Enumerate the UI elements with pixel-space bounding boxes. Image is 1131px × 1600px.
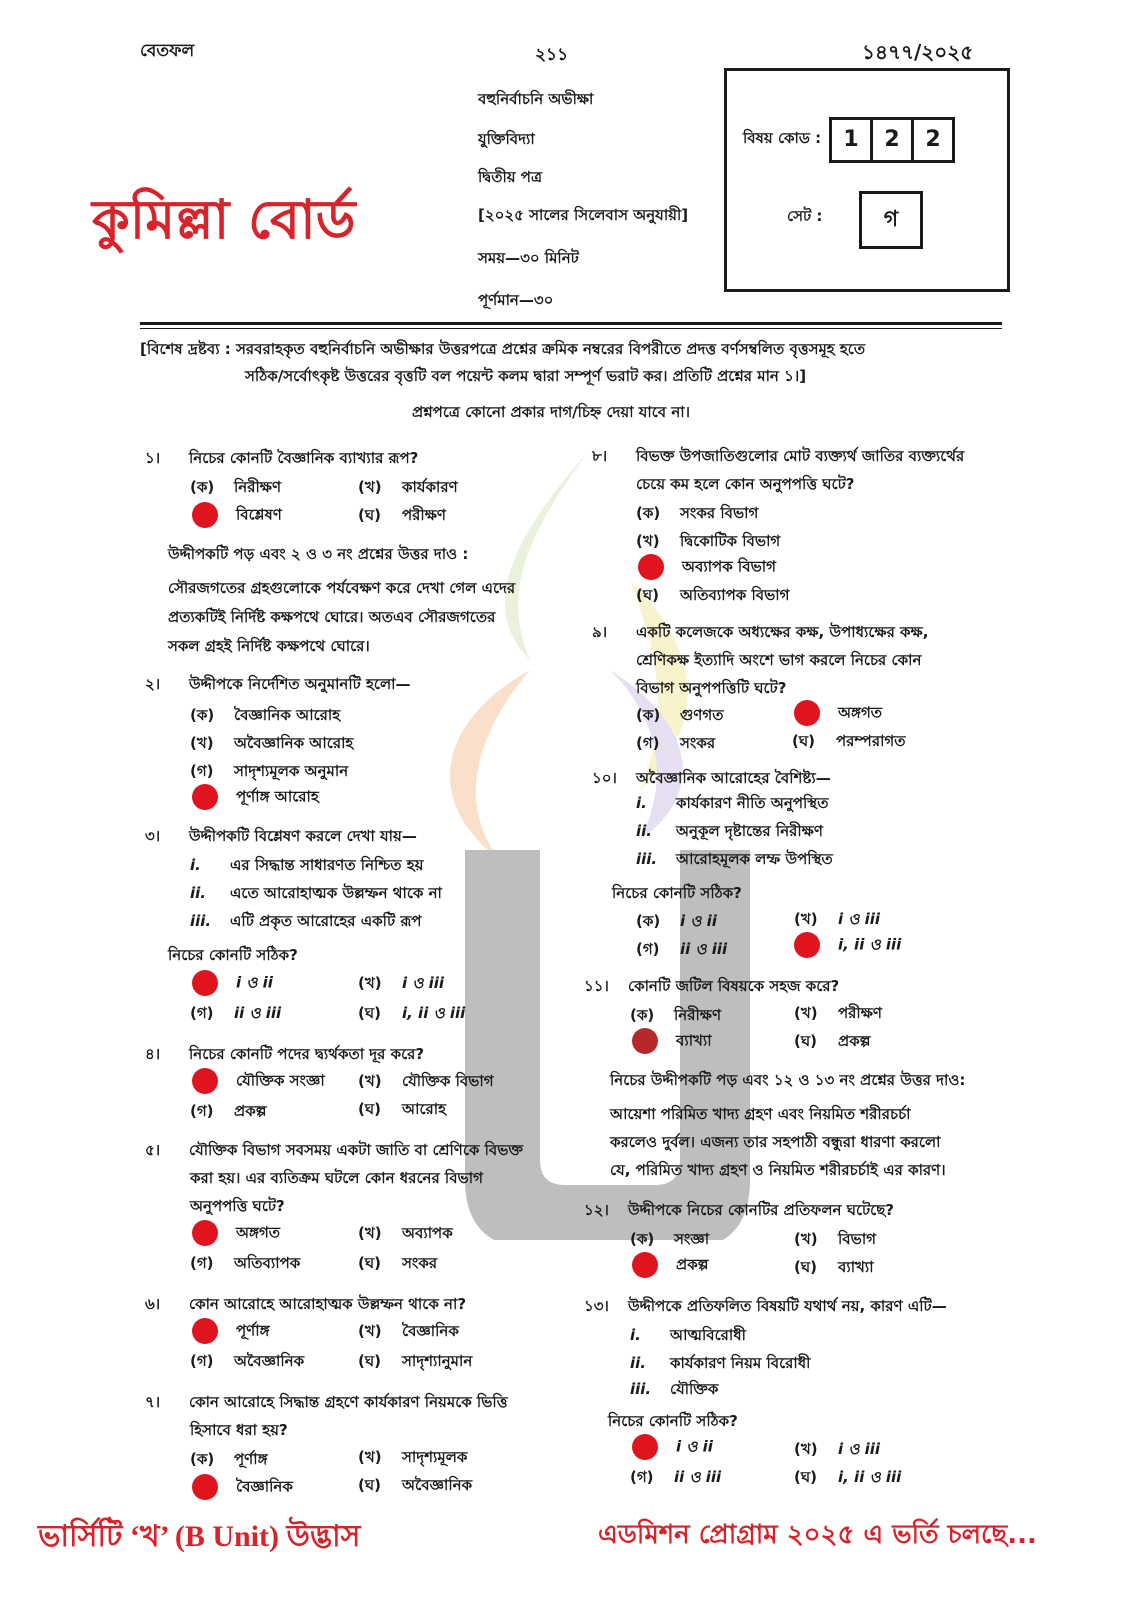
board-title: কুমিল্লা বোর্ড [92, 188, 356, 251]
option-a[interactable]: (ক) পূর্ণাঙ্গ [190, 1450, 268, 1468]
statement-iii: iii. এটি প্রকৃত আরোহের একটি রূপ [190, 912, 422, 930]
option-a[interactable]: (ক) গুণগত [636, 706, 724, 724]
statement-ii: ii. অনুকূল দৃষ্টান্তের নিরীক্ষণ [636, 822, 823, 840]
subject-code-box [724, 68, 1010, 292]
question-9: ৯। একটি কলেজকে অধ্যক্ষের কক্ষ, উপাধ্যক্ষের কক্ষ, [592, 623, 929, 641]
time-limit: সময়—৩০ মিনিট [478, 249, 579, 267]
option-d[interactable]: (ঘ) i, ii ও iii [794, 1468, 902, 1486]
question-5-line-2: করা হয়। এর ব্যতিক্রম ঘটলে কোন ধরনের বিভাগ [190, 1169, 483, 1187]
option-d-answer[interactable]: i, ii ও iii [792, 932, 901, 959]
option-d[interactable]: (ঘ) অবৈজ্ঞানিক [358, 1476, 473, 1494]
question-8-line-2: চেয়ে কম হলে কোন অনুপপত্তি ঘটে? [636, 475, 855, 493]
set-value: গ [859, 191, 923, 249]
code-digit: 2 [911, 117, 955, 163]
syllabus-note: [২০২৫ সালের সিলেবাস অনুযায়ী] [478, 206, 689, 224]
answer-marker [632, 1252, 658, 1278]
question-4: ৪। নিচের কোনটি পদের দ্ব্যর্থকতা দূর করে? [145, 1045, 425, 1063]
option-a-answer[interactable]: যৌক্তিক সংজ্ঞা [190, 1068, 325, 1095]
option-b[interactable]: (খ) i ও iii [358, 974, 445, 992]
answer-marker [632, 1434, 658, 1460]
question-10: ১০। অবৈজ্ঞানিক আরোহের বৈশিষ্ট্য— [592, 769, 831, 787]
question-9-line-2: শ্রেণিকক্ষ ইত্যাদি অংশে ভাগ করলে নিচের কোন [636, 651, 922, 669]
option-d[interactable]: (ঘ) সাদৃশ্যানুমান [358, 1352, 473, 1370]
option-b[interactable]: (খ) সাদৃশ্যমূলক [358, 1448, 468, 1466]
question-11: ১১। কোনটি জটিল বিষয়কে সহজ করে? [584, 977, 840, 995]
question-5: ৫। যৌক্তিক বিভাগ সবসময় একটা জাতি বা শ্রেণিকে বিভক্ত [145, 1141, 523, 1159]
option-d[interactable]: (ঘ) প্রকল্প [794, 1032, 871, 1050]
set-label: সেট : [787, 207, 823, 225]
option-b[interactable]: (খ) কার্যকারণ [358, 478, 458, 496]
question-7-line-2: হিসাবে ধরা হয়? [190, 1421, 288, 1439]
statement-i: i. এর সিদ্ধান্ত সাধারণত নিশ্চিত হয় [190, 856, 424, 874]
subject-code-digits [829, 117, 955, 163]
option-b[interactable]: (খ) বিভাগ [794, 1230, 876, 1248]
footer-left-promo: ভার্সিটি ‘খ’ (B Unit) উদ্ভাস [38, 1520, 361, 1553]
option-a[interactable]: (ক) নিরীক্ষণ [190, 478, 282, 496]
header-page-number: ২১১ [535, 45, 569, 65]
exam-type: বহুনির্বাচনি অভীক্ষা [478, 90, 594, 108]
option-d[interactable]: (ঘ) ব্যাখ্যা [794, 1258, 874, 1276]
answer-marker [794, 700, 820, 726]
statement-i: i. আত্মবিরোধী [630, 1326, 746, 1344]
question-9-line-3: বিভাগ অনুপপত্তিটি ঘটে? [636, 679, 787, 697]
option-a-answer[interactable]: পূর্ণাঙ্গ [190, 1318, 270, 1345]
option-a-answer[interactable]: i ও ii [190, 970, 273, 997]
which-correct: নিচের কোনটি সঠিক? [612, 884, 742, 902]
question-12: ১২। উদ্দীপকে নিচের কোনটির প্রতিফলন ঘটেছে? [584, 1201, 894, 1219]
option-d-answer[interactable]: পূর্ণাঙ্গ আরোহ [190, 784, 319, 811]
question-7: ৭। কোন আরোহে সিদ্ধান্ত গ্রহণে কার্যকারণ নিয়মকে ভিত্তি [145, 1393, 508, 1411]
which-correct: নিচের কোনটি সঠিক? [608, 1412, 738, 1430]
option-b[interactable]: (খ) অব্যাপক [358, 1224, 453, 1242]
option-b-answer[interactable]: অঙ্গগত [792, 700, 882, 727]
answer-marker [192, 1068, 218, 1094]
option-d[interactable]: (ঘ) সংকর [358, 1254, 438, 1272]
option-c[interactable]: (গ) ii ও iii [636, 940, 728, 958]
question-1: ১। নিচের কোনটি বৈজ্ঞানিক ব্যাখ্যার রূপ? [145, 449, 419, 467]
option-c[interactable]: (গ) প্রকল্প [190, 1102, 267, 1120]
statement-ii: ii. কার্যকারণ নিয়ম বিরোধী [630, 1354, 811, 1372]
option-c-answer[interactable]: প্রকল্প [630, 1252, 708, 1279]
option-b[interactable]: (খ) দ্বিকোটিক বিভাগ [636, 532, 781, 550]
option-b[interactable]: (খ) বৈজ্ঞানিক [358, 1322, 459, 1340]
stimulus-line: সৌরজগতের গ্রহগুলোকে পর্যবেক্ষণ করে দেখা গেল এদের [168, 579, 516, 597]
option-b[interactable]: (খ) i ও iii [794, 1440, 881, 1458]
statement-ii: ii. এতে আরোহাত্মক উল্লম্ফন থাকে না [190, 884, 442, 902]
option-a-answer[interactable]: i ও ii [630, 1434, 713, 1461]
option-a[interactable]: (ক) i ও ii [636, 912, 717, 930]
option-a[interactable]: (ক) সংজ্ঞা [630, 1230, 710, 1248]
question-3: ৩। উদ্দীপকটি বিশ্লেষণ করলে দেখা যায়— [145, 827, 417, 845]
subject-code-label: বিষয় কোড : [743, 129, 822, 147]
divider [140, 322, 1002, 325]
notice-line-1: [বিশেষ দ্রষ্টব্য : সরবরাহকৃত বহুনির্বাচনি অভীক্ষার উত্তরপত্রে প্রশ্নের ক্রমিক নম্বরের বিপরীতে প্রদত্ত বর্ণসম্বলিত বৃত্তসমূহ হতে [140, 340, 866, 358]
answer-marker [794, 932, 820, 958]
option-c-answer[interactable]: বিশ্লেষণ [190, 502, 282, 529]
option-c-answer[interactable]: অব্যাপক বিভাগ [636, 554, 776, 581]
stimulus-intro: উদ্দীপকটি পড় এবং ২ ও ৩ নং প্রশ্নের উত্তর দাও : [168, 545, 469, 563]
which-correct: নিচের কোনটি সঠিক? [168, 946, 298, 964]
option-d[interactable]: (ঘ) পরম্পরাগত [792, 732, 906, 750]
statement-iii: iii. যৌক্তিক [630, 1380, 719, 1398]
header-code: ১৪৭৭/২০২৫ [862, 40, 974, 64]
option-d[interactable]: (ঘ) পরীক্ষণ [358, 506, 446, 524]
stimulus-intro: নিচের উদ্দীপকটি পড় এবং ১২ ও ১৩ নং প্রশ্নের উত্তর দাও: [610, 1071, 966, 1089]
answer-marker [192, 1474, 218, 1500]
option-a[interactable]: (ক) নিরীক্ষণ [630, 1006, 722, 1024]
notice-line-2: সঠিক/সর্বোৎকৃষ্ট উত্তরের বৃত্তটি বল পয়েন্ট কলম দ্বারা সম্পূর্ণ ভরাট কর। প্রতিটি প্রশ্নের মান ১।] [245, 367, 807, 385]
answer-marker [192, 1220, 218, 1246]
code-digit: 1 [829, 117, 873, 163]
option-b[interactable]: (খ) যৌক্তিক বিভাগ [358, 1072, 494, 1090]
stimulus-line: যে, পরিমিত খাদ্য গ্রহণ ও নিয়মিত শরীরচর্চাই এর কারণ। [610, 1161, 946, 1179]
answer-marker [192, 970, 218, 996]
divider [140, 328, 1002, 329]
full-marks: পূর্ণমান—৩০ [478, 291, 554, 309]
option-c-answer[interactable]: বৈজ্ঞানিক [190, 1474, 293, 1501]
answer-marker [192, 784, 218, 810]
option-c[interactable]: (গ) অবৈজ্ঞানিক [190, 1352, 305, 1370]
option-c[interactable]: (গ) ii ও iii [190, 1004, 282, 1022]
option-a[interactable]: (ক) সংকর বিভাগ [636, 504, 759, 522]
answer-marker [192, 1318, 218, 1344]
option-c[interactable]: (গ) ii ও iii [630, 1468, 722, 1486]
statement-iii: iii. আরোহমূলক লম্ফ উপস্থিত [636, 850, 833, 868]
answer-marker [632, 1028, 658, 1054]
stimulus-line: সকল গ্রহই নির্দিষ্ট কক্ষপথে ঘোরে। [168, 637, 370, 655]
option-b[interactable]: (খ) অবৈজ্ঞানিক আরোহ [190, 734, 354, 752]
question-5-line-3: অনুপপত্তি ঘটে? [190, 1197, 285, 1215]
question-8: ৮। বিভক্ত উপজাতিগুলোর মোট ব্যক্ত্যর্থ জাতির ব্যক্ত্যর্থের [592, 447, 965, 465]
header-left: বেতফল [140, 41, 195, 61]
option-c[interactable]: (গ) অতিব্যাপক [190, 1254, 301, 1272]
notice-line-3: প্রশ্নপত্রে কোনো প্রকার দাগ/চিহ্ন দেয়া যাবে না। [412, 403, 691, 421]
question-2: ২। উদ্দীপকে নির্দেশিত অনুমানটি হলো— [145, 675, 411, 693]
option-a-answer[interactable]: অঙ্গগত [190, 1220, 280, 1247]
stimulus-line: করলেও দুর্বল। এজন্য তার সহপাঠী বন্ধুরা ধারণা করলো [610, 1133, 941, 1151]
question-13: ১৩। উদ্দীপকে প্রতিফলিত বিষয়টি যথার্থ নয়, কারণ এটি— [584, 1297, 947, 1315]
stimulus-line: প্রত্যকটিই নির্দিষ্ট কক্ষপথে ঘোরে। অতএব সৌরজগতের [168, 608, 496, 626]
option-b[interactable]: (খ) i ও iii [794, 910, 881, 928]
option-c-answer[interactable]: ব্যাখ্যা [630, 1028, 712, 1055]
stimulus-line: আয়েশা পরিমিত খাদ্য গ্রহণ এবং নিয়মিত শরীরচর্চা [610, 1105, 911, 1123]
footer-right-promo: এডমিশন প্রোগ্রাম ২০২৫ এ ভর্তি চলছে... [598, 1520, 1037, 1550]
paper-name: দ্বিতীয় পত্র [478, 168, 543, 186]
answer-marker [192, 502, 218, 528]
answer-marker [638, 554, 664, 580]
option-d[interactable]: (ঘ) i, ii ও iii [358, 1004, 466, 1022]
option-a[interactable]: (ক) বৈজ্ঞানিক আরোহ [190, 706, 341, 724]
subject-name: যুক্তিবিদ্যা [478, 130, 535, 148]
code-digit: 2 [870, 117, 914, 163]
option-d[interactable]: (ঘ) অতিব্যাপক বিভাগ [636, 586, 790, 604]
option-c[interactable]: (গ) সাদৃশ্যমূলক অনুমান [190, 762, 349, 780]
option-b[interactable]: (খ) পরীক্ষণ [794, 1004, 882, 1022]
question-6: ৬। কোন আরোহে আরোহাত্মক উল্লম্ফন থাকে না? [145, 1295, 467, 1313]
option-d[interactable]: (ঘ) আরোহ [358, 1100, 447, 1118]
statement-i: i. কার্যকারণ নীতি অনুপস্থিত [636, 794, 829, 812]
option-c[interactable]: (গ) সংকর [636, 734, 716, 752]
